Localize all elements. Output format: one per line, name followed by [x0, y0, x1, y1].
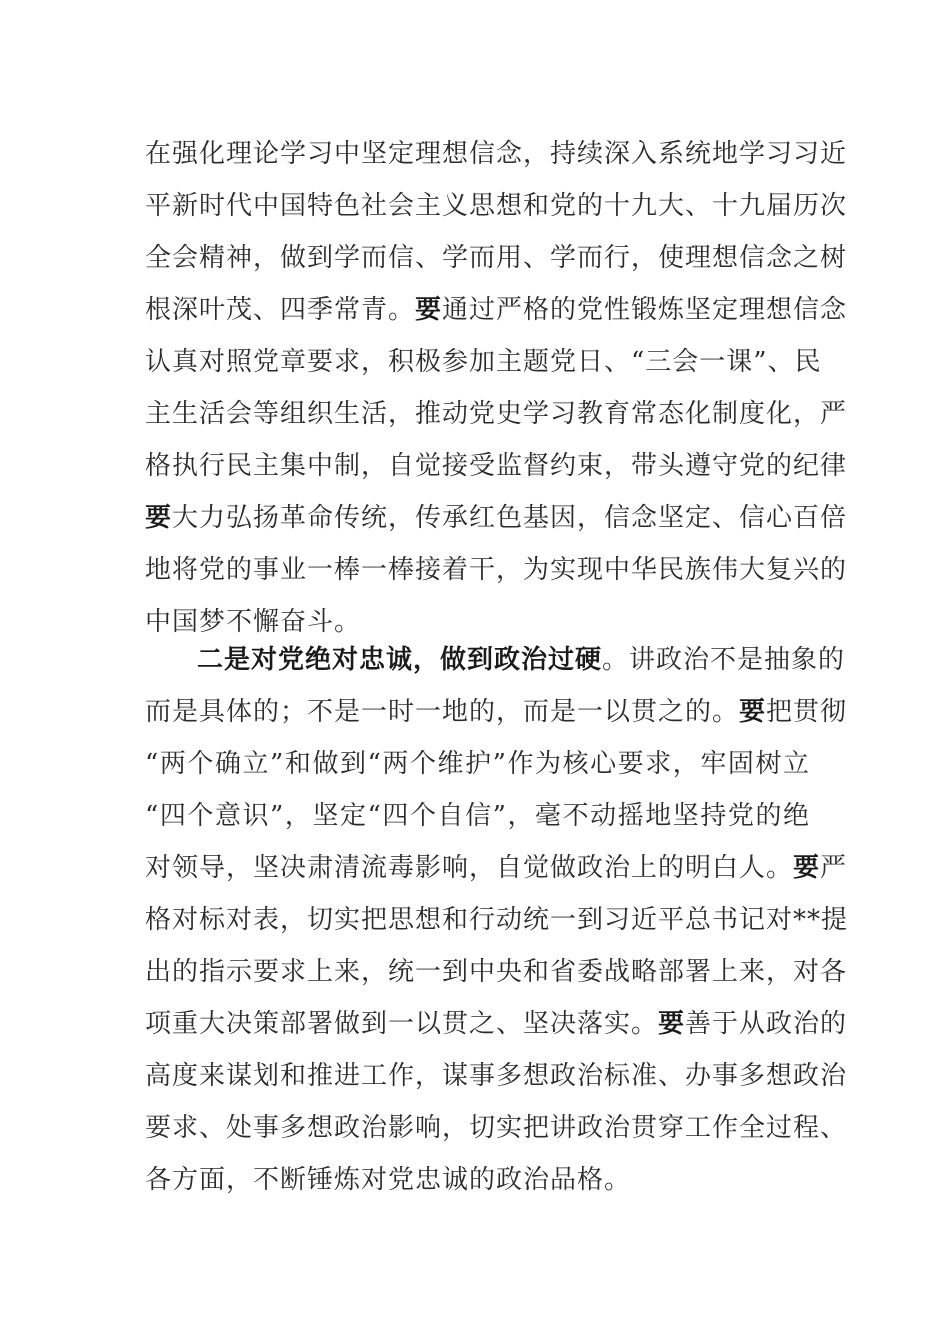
text-line — [145, 842, 848, 894]
text-line — [145, 738, 810, 790]
text-run: 全会精神，做到学而信、学而用、学而行，使理想信念之树 — [145, 243, 848, 273]
text-run: 主生活会等组织生活，推动党史学习教育常态化制度化，严 — [145, 399, 848, 429]
text-run: 。讲政治不是抽象的 — [602, 645, 846, 675]
text-run: 大力弘扬革命传统，传承红色基因，信念坚定、信心百倍 — [172, 503, 848, 533]
text-line — [145, 790, 810, 842]
text-run: 地将党的事业一棒一棒接着干，为实现中华民族伟大复兴的 — [145, 555, 848, 585]
text-run: 出的指示要求上来，统一到中央和省委战略部署上来，对各 — [145, 957, 848, 987]
text-run: 中国梦不懈奋斗。 — [145, 607, 362, 637]
text-line — [145, 232, 848, 284]
text-line — [145, 1102, 848, 1154]
text-line — [145, 440, 848, 492]
text-line — [145, 492, 848, 544]
text-line — [145, 544, 848, 596]
text-line — [145, 686, 848, 738]
bold-text-run: 要 — [145, 503, 173, 533]
text-run: 高度来谋划和推进工作，谋事多想政治标准、办事多想政治 — [145, 1061, 848, 1091]
text-run: 认真对照党章要求，积极参加主题党日、“三会一课”、民 — [145, 347, 822, 377]
text-run: 格对标对表，切实把思想和行动统一到习近平总书记对**提 — [145, 905, 849, 935]
text-run: 严 — [820, 853, 848, 883]
paragraph-2 — [145, 634, 849, 1206]
text-run: 善于从政治的 — [685, 1009, 848, 1039]
bold-text-run: 二是对党绝对忠诚，做到政治过硬 — [197, 645, 603, 675]
text-line — [145, 128, 848, 180]
text-line — [145, 388, 848, 440]
text-line — [145, 998, 848, 1050]
bold-text-run: 要 — [739, 697, 767, 727]
text-run: 各方面，不断锤炼对党忠诚的政治品格。 — [145, 1165, 632, 1195]
text-line — [145, 284, 848, 336]
text-run: 项重大决策部署做到一以贯之、坚决落实。 — [145, 1009, 659, 1039]
text-run: “四个意识”，坚定“四个自信”，毫不动摇地坚持党的绝 — [145, 801, 810, 831]
bold-text-run: 要 — [415, 295, 443, 325]
text-line — [145, 336, 822, 388]
bold-text-run: 要 — [793, 853, 821, 883]
text-run: 通过严格的党性锻炼坚定理想信念 — [442, 295, 848, 325]
text-run: “两个确立”和做到“两个维护”作为核心要求，牢固树立 — [145, 749, 810, 779]
text-run: 根深叶茂、四季常青。 — [145, 295, 416, 325]
text-run: 格执行民主集中制，自觉接受监督约束，带头遵守党的纪律 — [145, 451, 848, 481]
text-run: 在强化理论学习中坚定理想信念，持续深入系统地学习习近 — [145, 139, 848, 169]
text-run: 要求、处事多想政治影响，切实把讲政治贯穿工作全过程、 — [145, 1113, 848, 1143]
text-line — [145, 894, 849, 946]
text-run: 把贯彻 — [766, 697, 848, 727]
text-run: 对领导，坚决肃清流毒影响，自觉做政治上的明白人。 — [145, 853, 794, 883]
bold-text-run: 要 — [658, 1009, 686, 1039]
paragraph-1 — [145, 128, 848, 648]
text-line — [145, 1154, 810, 1206]
text-line — [145, 180, 848, 232]
text-line — [145, 1050, 848, 1102]
text-run: 平新时代中国特色社会主义思想和党的十九大、十九届历次 — [145, 191, 848, 221]
text-run: 而是具体的；不是一时一地的，而是一以贯之的。 — [145, 697, 740, 727]
text-line — [145, 634, 846, 686]
text-line — [145, 946, 848, 998]
